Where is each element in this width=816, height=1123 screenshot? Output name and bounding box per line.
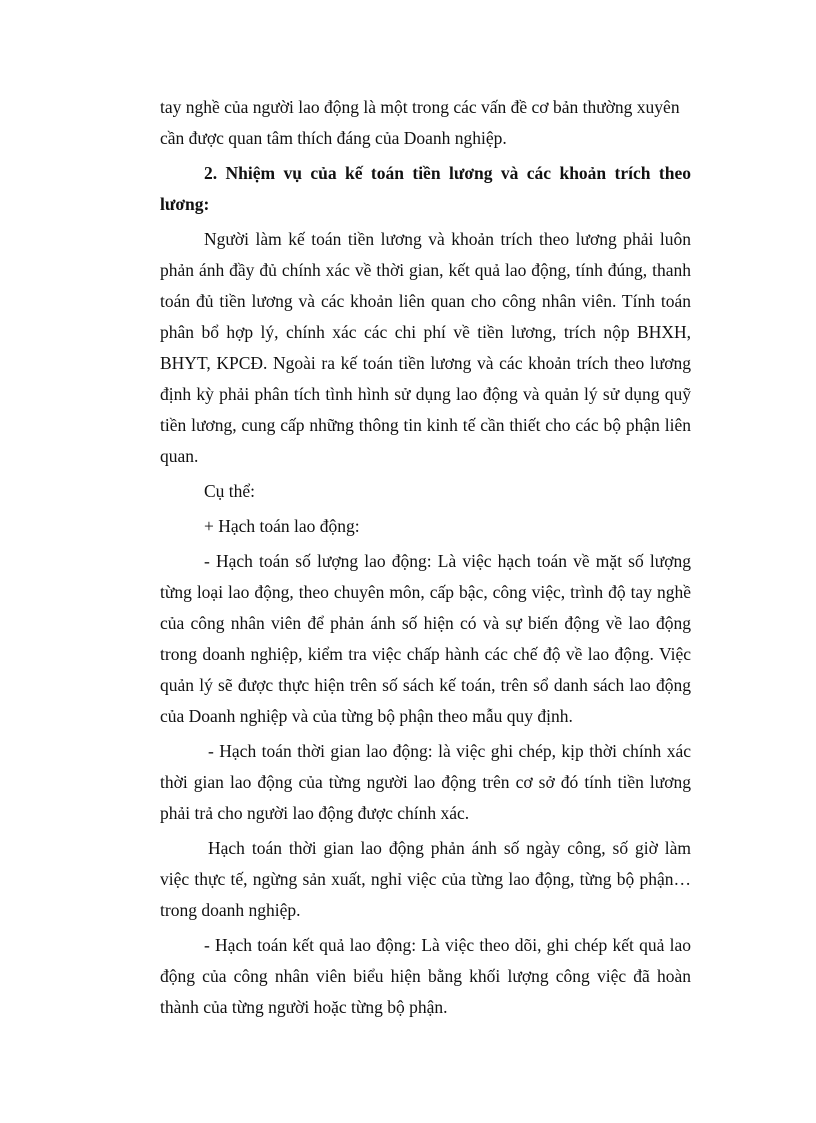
paragraph-skill-continuation: tay nghề của người lao động là một trong các vấn đề cơ bản thường xuyên cần được quan tâm thích đáng của Doanh nghiệp. xyxy=(160,97,680,148)
section-heading-duties: 2. Nhiệm vụ của kế toán tiền lương và các khoản trích theo lương: xyxy=(160,163,691,214)
paragraph-labor-accounting: + Hạch toán lao động: xyxy=(204,516,360,536)
paragraph-labor-time-reflection: Hạch toán thời gian lao động phản ánh số ngày công, số giờ làm việc thực tế, ngừng sản xuất, nghỉ việc của từng lao động, từng bộ phận… trong doanh nghiệp. xyxy=(160,838,691,920)
paragraph-labor-quantity: - Hạch toán số lượng lao động: Là việc hạch toán về mặt số lượng từng loại lao động, theo chuyên môn, cấp bậc, công việc, trình độ tay nghề của công nhân viên để phản ánh số hiện có và sự biến động về lao động trong doanh nghiệp, kiểm tra việc chấp hành các chế độ về lao động. Việc quản lý sẽ được thực hiện trên số sách kế toán, trên sổ danh sách lao động của Doanh nghiệp và của từng bộ phận theo mẫu quy định. xyxy=(160,551,691,726)
paragraph-labor-results: - Hạch toán kết quả lao động: Là việc theo dõi, ghi chép kết quả lao động của công nhân viên biểu hiện bằng khối lượng công việc đã hoàn thành của từng người hoặc từng bộ phận. xyxy=(160,935,691,1017)
paragraph-accountant-duties: Người làm kế toán tiền lương và khoản trích theo lương phải luôn phản ánh đầy đủ chính xác về thời gian, kết quả lao động, tính đúng, thanh toán đủ tiền lương và các khoản liên quan cho công nhân viên. Tính toán phân bổ hợp lý, chính xác các chi phí về tiền lương, trích nộp BHXH, BHYT, KPCĐ. Ngoài ra kế toán tiền lương và các khoản trích theo lương định kỳ phải phân tích tình hình sử dụng lao động và quản lý sử dụng quỹ tiền lương, cung cấp những thông tin kinh tế cần thiết cho các bộ phận liên quan. xyxy=(160,229,691,466)
page-content xyxy=(160,92,691,1027)
paragraph-labor-time: - Hạch toán thời gian lao động: là việc ghi chép, kịp thời chính xác thời gian lao động của từng người lao động trên cơ sở đó tính tiền lương phải trả cho người lao động được chính xác. xyxy=(160,741,691,823)
paragraph-specifically: Cụ thể: xyxy=(204,481,256,501)
